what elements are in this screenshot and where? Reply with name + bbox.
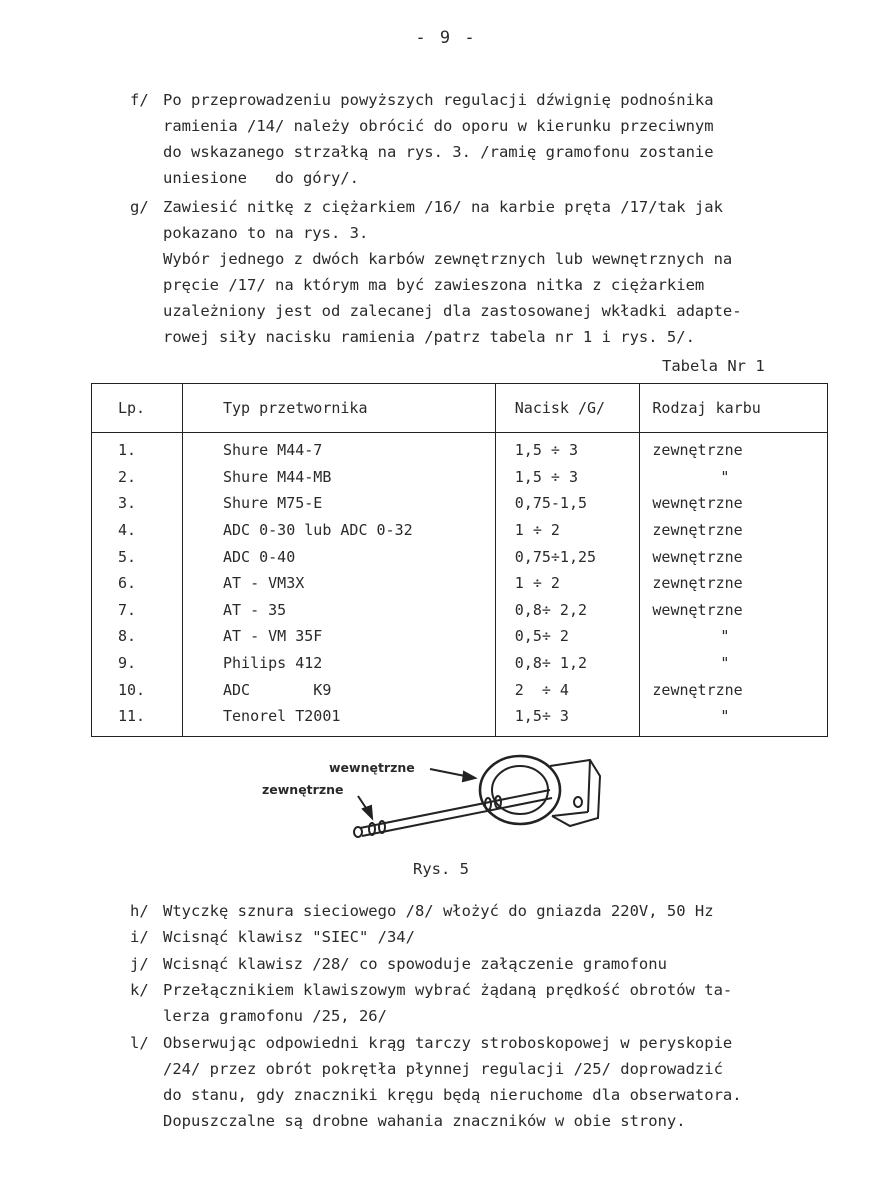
text-line: lerza gramofonu /25, 26/ (163, 1007, 387, 1025)
item-mark: k/ (130, 981, 149, 999)
cell-lp: 6. (92, 570, 183, 597)
cell-type: ADC K9 (182, 676, 495, 703)
cell-type: Tenorel T2001 (182, 703, 495, 736)
cell-lp: 9. (92, 650, 183, 677)
cell-notch: wewnętrzne (640, 543, 828, 570)
cell-type: ADC 0-30 lub ADC 0-32 (182, 517, 495, 544)
table-row (92, 676, 828, 703)
cell-lp: 1. (92, 433, 183, 464)
table-row (92, 650, 828, 677)
cell-notch: zewnętrzne (640, 570, 828, 597)
cell-force: 0,75-1,5 (495, 490, 640, 517)
column-header: Typ przetwornika (182, 384, 495, 433)
cell-lp: 8. (92, 623, 183, 650)
table-caption: Tabela Nr 1 (662, 357, 765, 375)
cell-lp: 4. (92, 517, 183, 544)
text-line: Wcisnąć klawisz "SIEC" /34/ (163, 928, 415, 946)
cell-lp: 11. (92, 703, 183, 736)
cell-lp: 7. (92, 597, 183, 624)
item-mark: j/ (130, 955, 149, 973)
cell-notch: " (640, 464, 828, 491)
figure-caption: Rys. 5 (413, 860, 469, 878)
label-outer-notch: zewnętrzne (262, 782, 344, 797)
cell-type: AT - 35 (182, 597, 495, 624)
text-line: /24/ przez obrót pokrętła płynnej regulacji /25/ doprowadzić (163, 1060, 723, 1078)
table-row (92, 517, 828, 544)
table-row (92, 570, 828, 597)
text-line: Wtyczkę sznura sieciowego /8/ włożyć do gniazda 220V, 50 Hz (163, 902, 714, 920)
cell-type: Shure M75-E (182, 490, 495, 517)
text-line: uniesione do góry/. (163, 169, 359, 187)
text-line: pręcie /17/ na którym ma być zawieszona nitka z ciężarkiem (163, 276, 705, 294)
table-header-row (92, 384, 828, 433)
text-line: Przełącznikiem klawiszowym wybrać żądaną prędkość obrotów ta- (163, 981, 733, 999)
text-line: uzależniony jest od zalecanej dla zastosowanej wkładki adapte- (163, 302, 742, 320)
cell-lp: 10. (92, 676, 183, 703)
cell-type: Philips 412 (182, 650, 495, 677)
cell-type: Shure M44-7 (182, 433, 495, 464)
cell-lp: 3. (92, 490, 183, 517)
table-row (92, 703, 828, 736)
column-header: Nacisk /G/ (495, 384, 640, 433)
cell-force: 1 ÷ 2 (495, 517, 640, 544)
item-mark: g/ (130, 198, 149, 216)
text-line: do wskazanego strzałką na rys. 3. /ramię gramofonu zostanie (163, 143, 714, 161)
text-line: ramienia /14/ należy obrócić do oporu w kierunku przeciwnym (163, 117, 714, 135)
cell-notch: wewnętrzne (640, 597, 828, 624)
table-row (92, 490, 828, 517)
cell-force: 1,5 ÷ 3 (495, 433, 640, 464)
column-header: Rodzaj karbu (640, 384, 828, 433)
cell-force: 1,5 ÷ 3 (495, 464, 640, 491)
text-line: rowej siły nacisku ramienia /patrz tabela nr 1 i rys. 5/. (163, 328, 695, 346)
item-mark: f/ (130, 91, 149, 109)
cell-force: 1 ÷ 2 (495, 570, 640, 597)
cell-force: 1,5÷ 3 (495, 703, 640, 736)
text-line: do stanu, gdy znaczniki kręgu będą nieruchome dla obserwatora. (163, 1086, 742, 1104)
cell-type: ADC 0-40 (182, 543, 495, 570)
item-text (163, 87, 843, 191)
cell-lp: 2. (92, 464, 183, 491)
item-text (163, 194, 843, 350)
table-row (92, 464, 828, 491)
item-mark: h/ (130, 902, 149, 920)
cell-notch: zewnętrzne (640, 517, 828, 544)
cell-notch: " (640, 650, 828, 677)
text-line: Dopuszczalne są drobne wahania znaczników w obie strony. (163, 1112, 686, 1130)
cell-notch: zewnętrzne (640, 433, 828, 464)
page-number: - 9 - (415, 28, 477, 48)
cell-notch: " (640, 703, 828, 736)
cell-type: AT - VM 35F (182, 623, 495, 650)
item-mark: l/ (130, 1034, 149, 1052)
rod-diagram (250, 746, 610, 856)
rod-drawing (250, 746, 610, 856)
cell-force: 2 ÷ 4 (495, 676, 640, 703)
cell-notch: " (640, 623, 828, 650)
cell-type: Shure M44-MB (182, 464, 495, 491)
text-line: Wcisnąć klawisz /28/ co spowoduje załączenie gramofonu (163, 955, 667, 973)
item-mark: i/ (130, 928, 149, 946)
cell-force: 0,5÷ 2 (495, 623, 640, 650)
table-row (92, 433, 828, 464)
column-header: Lp. (92, 384, 183, 433)
cell-force: 0,8÷ 2,2 (495, 597, 640, 624)
cell-type: AT - VM3X (182, 570, 495, 597)
item-text (163, 1030, 843, 1134)
text-line: Zawiesić nitkę z ciężarkiem /16/ na karbie pręta /17/tak jak (163, 198, 723, 216)
text-line: Obserwując odpowiedni krąg tarczy stroboskopowej w peryskopie (163, 1034, 733, 1052)
item-text (163, 977, 843, 1029)
item-text (163, 951, 843, 977)
cell-notch: zewnętrzne (640, 676, 828, 703)
item-text (163, 924, 843, 950)
cell-lp: 5. (92, 543, 183, 570)
table-row (92, 597, 828, 624)
table-row (92, 543, 828, 570)
text-line: pokazano to na rys. 3. (163, 224, 369, 242)
cell-force: 0,75÷1,25 (495, 543, 640, 570)
item-text (163, 898, 843, 924)
pickup-table (91, 383, 828, 737)
cell-force: 0,8÷ 1,2 (495, 650, 640, 677)
text-line: Po przeprowadzeniu powyższych regulacji dźwignię podnośnika (163, 91, 714, 109)
cell-notch: wewnętrzne (640, 490, 828, 517)
text-line: Wybór jednego z dwóch karbów zewnętrznych lub wewnętrznych na (163, 250, 733, 268)
label-inner-notch: wewnętrzne (329, 760, 415, 775)
table-row (92, 623, 828, 650)
